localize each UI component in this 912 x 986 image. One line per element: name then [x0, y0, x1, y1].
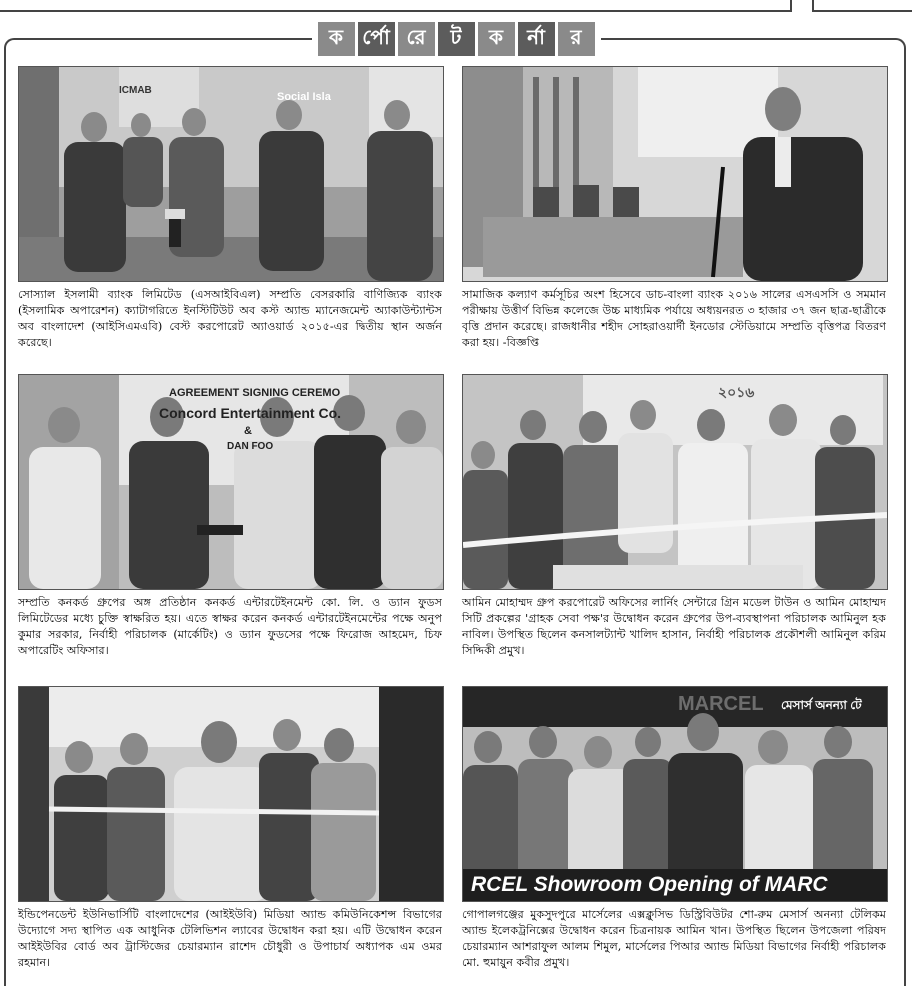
news-caption: ইন্ডিপেনডেন্ট ইউনিভার্সিটি বাংলাদেশের (আইইউবি) মিডিয়া অ্যান্ড কমিউনিকেশন্স বিভাগের উদ্যোগে সদ্য স্থাপিত এক আধুনিক টেলিভিশন ল্যাবের উদ্বোধন করা হয়। এটি উদ্বোধন করেন আইইউবির বোর্ড অব ট্রাস্টিজের চেয়ারম্যান রাশেদ চৌধুরী ও উপাচার্য অধ্যাপক এম ওমর রহমান।: [18, 908, 442, 969]
title-letter: রে: [398, 22, 435, 56]
top-rule: [0, 0, 912, 16]
photo-award-ceremony: [18, 66, 444, 282]
news-caption: সামাজিক কল্যাণ কর্মসূচির অংশ হিসেবে ডাচ-বাংলা ব্যাংক ২০১৬ সালের এসএসসি ও সমমান পরীক্ষায় উত্তীর্ণ বিভিন্ন কলেজে উচ্চ মাধ্যমিক পর্যায়ে অধ্যয়নরত ৩ হাজার ৩৭ জন ছাত্র-ছাত্রীকে বৃত্তি প্রদান করেছে। রাজধানীর শহীদ সোহরাওয়ার্দী ইনডোর স্টেডিয়ামে সম্প্রতি বৃত্তিপত্র বিতরণ করা হয়। -বিজ্ঞপ্তি: [462, 288, 886, 349]
photo-backdrop-text: ২০১৬: [718, 384, 755, 400]
news-item-concord-agreement: [18, 374, 442, 659]
photo-scholarship-event: [462, 66, 888, 282]
section-header: [0, 22, 912, 58]
title-letter: র: [558, 22, 595, 56]
news-item-iub-tv-lab: [18, 686, 442, 971]
photo-backdrop-text: Social Isla: [277, 91, 331, 103]
title-letter: র্পো: [358, 22, 395, 56]
photo-backdrop-text: Concord Entertainment Co.: [159, 405, 342, 421]
news-caption: সম্প্রতি কনকর্ড গ্রুপের অঙ্গ প্রতিষ্ঠান কনকর্ড এন্টারটেইনমেন্ট কো. লি. ও ড্যান ফুডস লিমিটেডের মধ্যে চুক্তি স্বাক্ষরিত হয়। এতে স্বাক্ষর করেন কনকর্ড এন্টারটেইনমেন্টের পক্ষে অনুপ কুমার সরকার, নির্বাহী পরিচালক (মার্কেটিং) ও ড্যান ফুডসের পক্ষে ফিরোজ আহমেদ, চিফ অপারেটিং অফিসার।: [18, 596, 442, 657]
photo-backdrop-logo-text: ICMAB: [119, 85, 152, 96]
photo-ribbon-cutting: [462, 374, 888, 590]
title-letter: ট: [438, 22, 475, 56]
news-caption: আমিন মোহাম্মদ গ্রুপ করপোরেট অফিসের লার্নিং সেন্টারে গ্রিন মডেল টাউন ও আমিন মোহাম্মদ সিটি প্রকল্পের 'গ্রাহক সেবা পক্ষ'র উদ্বোধন করেন গ্রুপের উপ-ব্যবস্থাপনা পরিচালক আমিনুল হক নাবিল। উপস্থিত ছিলেন কনসালট্যান্ট খালিদ হাসান, নির্বাহী পরিচালক প্রকৌশলী আমিনুল করিম সিদ্দিকী প্রমুখ।: [462, 596, 886, 657]
title-letter: ক: [478, 22, 515, 56]
photo-backdrop-text: MARCEL: [678, 693, 764, 715]
showroom-banner-text: RCEL Showroom Opening of MARC: [471, 873, 828, 896]
news-item-dutch-bangla-scholarship: [462, 66, 886, 351]
news-item-amin-mohammad-group: [462, 374, 886, 659]
section-title-tiles: [312, 22, 601, 58]
news-caption: সোস্যাল ইসলামী ব্যাংক লিমিটেড (এসআইবিএল) সম্প্রতি বেসরকারি বাণিজ্যিক ব্যাংক (ইসলামিক অপারেশন) ক্যাটাগরিতে ইনস্টিটিউট অব কস্ট অ্যান্ড ম্যানেজমেন্ট অ্যাকাউন্ট্যান্টস অব বাংলাদেশ (আইসিএমএবি) বেস্ট করপোরেট অ্যাওয়ার্ড ২০১৫-এর দ্বিতীয় স্থান অর্জন করেছে।: [18, 288, 442, 349]
photo-showroom-opening: [462, 686, 888, 902]
photo-backdrop-text: &: [244, 425, 252, 437]
photo-backdrop-text: AGREEMENT SIGNING CEREMO: [169, 387, 341, 399]
photo-tv-lab-inauguration: [18, 686, 444, 902]
title-letter: ক: [318, 22, 355, 56]
news-item-sibl-award: [18, 66, 442, 351]
photo-agreement-signing: [18, 374, 444, 590]
title-letter: র্না: [518, 22, 555, 56]
photo-backdrop-text: DAN FOO: [227, 441, 274, 452]
photo-backdrop-text: মেসার্স অনন্যা টে: [781, 698, 862, 712]
news-caption: গোপালগঞ্জের মুকসুদপুরে মার্সেলের এক্সক্লুসিভ ডিস্ট্রিবিউটর শো-রুম মেসার্স অনন্যা টেলিকম অ্যান্ড ইলেকট্রনিক্সের উদ্বোধন করেন চিত্রনায়ক আমিন খান। উপস্থিত ছিলেন উপজেলা পরিষদ চেয়ারম্যান আশরাফুল আলম শিমুল, মার্সেলের পিআর অ্যান্ড মিডিয়া বিভাগের নির্বাহী পরিচালক মো. হুমায়ুন কবীর প্রমুখ।: [462, 908, 886, 969]
news-item-marcel-showroom: [462, 686, 886, 971]
